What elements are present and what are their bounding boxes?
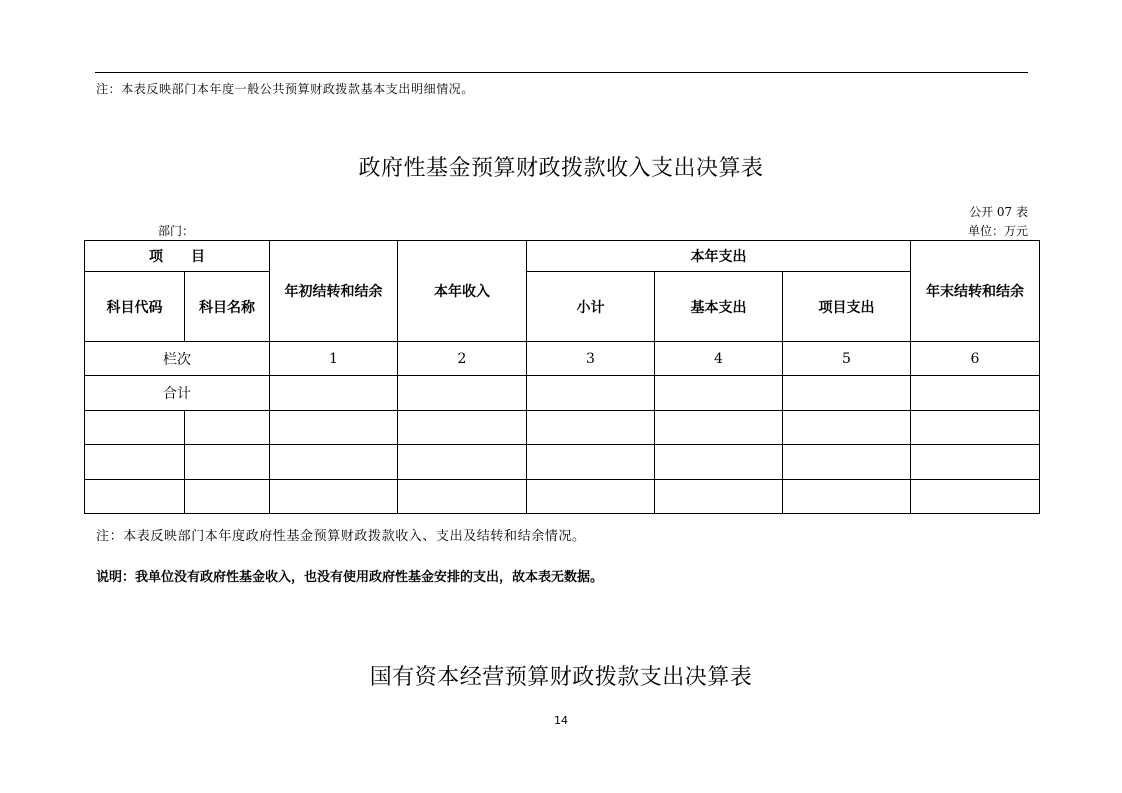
header-item: 项 目: [85, 241, 270, 272]
table-cell: [911, 445, 1040, 480]
header-basic-expense: 基本支出: [655, 272, 783, 342]
budget-table: [84, 240, 1040, 514]
column-number: 4: [655, 342, 783, 376]
table-cell: [270, 411, 398, 445]
header-current-income: 本年收入: [398, 241, 527, 342]
table-cell: [398, 480, 527, 514]
column-row-label: 栏次: [85, 342, 270, 376]
previous-table-note: 注：本表反映部门本年度一般公共预算财政拨款基本支出明细情况。: [96, 82, 475, 96]
total-label: 合计: [85, 376, 270, 411]
table-cell: [398, 445, 527, 480]
table-cell: [783, 480, 911, 514]
table-cell: [185, 411, 270, 445]
department-label: 部门：: [158, 224, 195, 238]
total-row: [85, 376, 1040, 411]
table-cell: [398, 411, 527, 445]
table-cell: [398, 376, 527, 411]
header-beginning-balance: 年初结转和结余: [270, 241, 398, 342]
table-cell: [783, 411, 911, 445]
table-cell: [783, 376, 911, 411]
column-number: 1: [270, 342, 398, 376]
table-cell: [527, 376, 655, 411]
next-section-title: 国有资本经营预算财政拨款支出决算表: [369, 665, 753, 690]
table-cell: [911, 480, 1040, 514]
table-cell: [85, 480, 185, 514]
table-cell: [655, 480, 783, 514]
table-cell: [655, 376, 783, 411]
page-title: 政府性基金预算财政拨款收入支出决算表: [358, 156, 764, 181]
column-number: 6: [911, 342, 1040, 376]
table-cell: [911, 376, 1040, 411]
header-current-expense: 本年支出: [527, 241, 911, 272]
explanation: 说明：我单位没有政府性基金收入，也没有使用政府性基金安排的支出，故本表无数据。: [96, 570, 604, 585]
table-note: 注：本表反映部门本年度政府性基金预算财政拨款收入、支出及结转和结余情况。: [96, 529, 586, 544]
header-subtotal: 小计: [527, 272, 655, 342]
table-cell: [270, 376, 398, 411]
table-cell: [527, 445, 655, 480]
column-number-row: [85, 342, 1040, 376]
column-number: 5: [783, 342, 911, 376]
column-number: 3: [527, 342, 655, 376]
table-cell: [527, 411, 655, 445]
header-subject-name: 科目名称: [185, 272, 270, 342]
column-number: 2: [398, 342, 527, 376]
table-cell: [527, 480, 655, 514]
table-cell: [85, 445, 185, 480]
table-cell: [655, 411, 783, 445]
table-cell: [270, 445, 398, 480]
table-cell: [185, 445, 270, 480]
table-cell: [85, 411, 185, 445]
table-cell: [270, 480, 398, 514]
header-ending-balance: 年末结转和结余: [911, 241, 1040, 342]
top-rule: [95, 72, 1028, 73]
table-cell: [783, 445, 911, 480]
table-row: [85, 480, 1040, 514]
header-project-expense: 项目支出: [783, 272, 911, 342]
table-row: [85, 411, 1040, 445]
page-number: 14: [554, 714, 568, 727]
header-subject-code: 科目代码: [85, 272, 185, 342]
table-row: [85, 445, 1040, 480]
form-number: 公开 07 表: [969, 205, 1028, 219]
table-cell: [911, 411, 1040, 445]
table-cell: [655, 445, 783, 480]
table-cell: [185, 480, 270, 514]
unit-label: 单位：万元: [967, 224, 1028, 238]
